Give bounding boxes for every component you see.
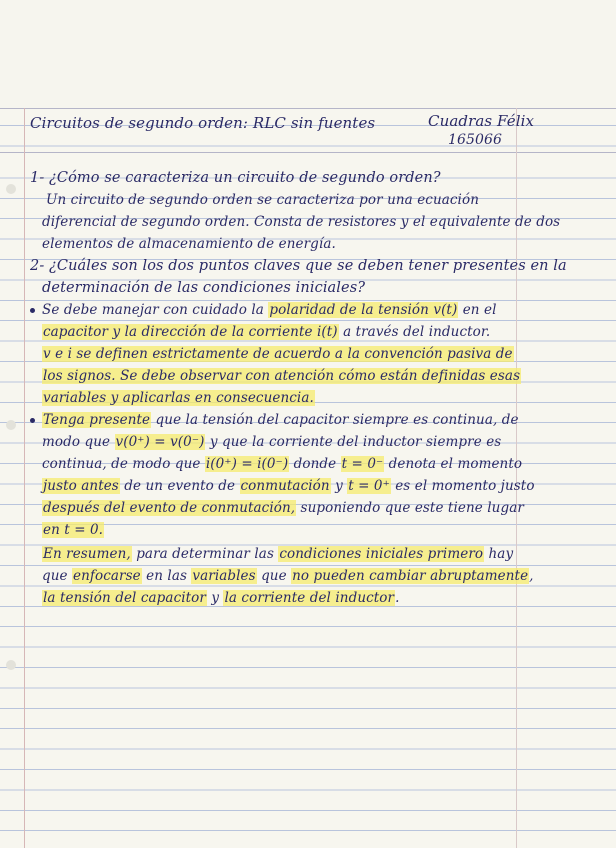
question-2-line: 2- ¿Cuáles son los dos puntos claves que se deben tener presentes en la [30,258,567,274]
summary-line: En resumen, para determinar las condiciones iniciales primero hay [43,546,514,562]
punch-hole [6,660,16,670]
bullet-2-line: modo que v(0⁺) = v(0⁻) y que la corriente del inductor siempre es [42,434,502,450]
bullet-point [30,418,35,423]
summary-line: que enfocarse en las variables que no pueden cambiar abruptamente, [42,568,534,584]
page-header-area [0,0,616,108]
bullet-2-line: justo antes de un evento de conmutación y t = 0⁺ es el momento justo [43,478,535,494]
bullet-2-line: después del evento de conmutación, suponiendo que este tiene lugar [43,500,524,516]
student-id: 165066 [448,132,503,148]
question-2-line: determinación de las condiciones iniciales? [42,280,366,296]
bullet-1-line: capacitor y la dirección de la corriente i(t) a través del inductor. [43,324,491,340]
answer-1-line: Un circuito de segundo orden se caracteriza por una ecuación [46,192,479,208]
author-name: Cuadras Félix [428,112,535,130]
bullet-1-line: Se debe manejar con cuidado la polaridad de la tensión v(t) en el [42,302,497,318]
bullet-1-line: v e i se definen estrictamente de acuerdo a la convención pasiva de [43,346,513,362]
bullet-2-line: continua, de modo que i(0⁺) = i(0⁻) donde t = 0⁻ denota el momento [42,456,523,472]
summary-line: la tensión del capacitor y la corriente del inductor. [43,590,400,606]
bullet-point [30,308,35,313]
bullet-1-line: los signos. Se debe observar con atención cómo están definidas esas [43,368,521,384]
bullet-2-line: Tenga presente que la tensión del capacitor siempre es continua, de [43,412,519,428]
answer-1-line: diferencial de segundo orden. Consta de resistores y el equivalente de dos [42,214,561,230]
punch-hole [6,184,16,194]
page-title: Circuitos de segundo orden: RLC sin fuentes [30,114,376,132]
title-rule [0,152,616,153]
bullet-1-line: variables y aplicarlas en consecuencia. [43,390,314,406]
question-1: 1- ¿Cómo se caracteriza un circuito de segundo orden? [30,170,441,186]
left-margin-rule [24,108,25,848]
answer-1-line: elementos de almacenamiento de energía. [42,236,336,252]
punch-hole [6,420,16,430]
bullet-2-line: en t = 0. [43,522,104,538]
header-rule [0,108,616,109]
